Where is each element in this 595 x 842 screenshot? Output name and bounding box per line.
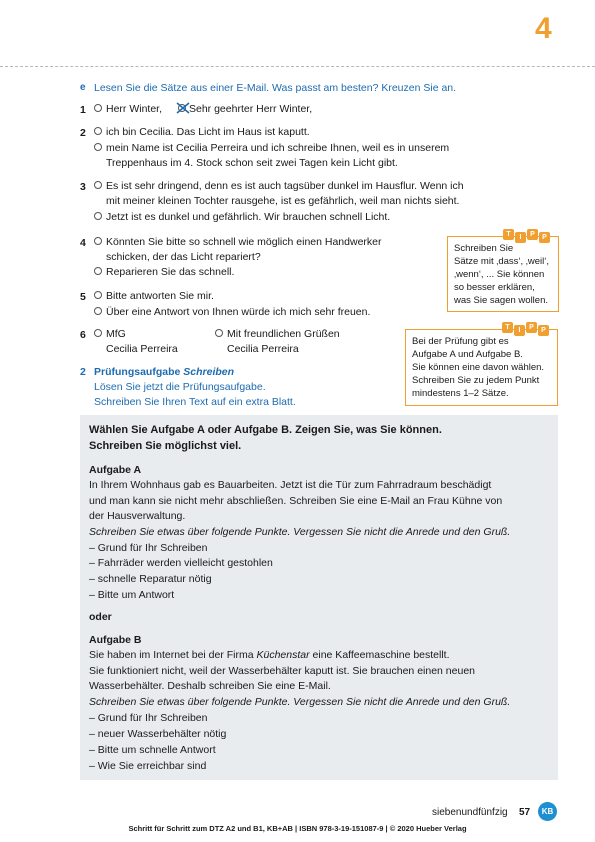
tip-badge: T I P P: [502, 322, 549, 336]
tip-line: Aufgabe A und Aufgabe B.: [412, 349, 523, 360]
option-6b-cont: Cecilia Perreira: [227, 343, 299, 355]
tip-line: Bei der Prüfung gibt es: [412, 336, 509, 347]
task-b-instruction: Schreiben Sie etwas über folgende Punkte. Vergessen Sie nicht die Anrede und den Gruß.: [89, 696, 511, 708]
footer-credit: Schritt für Schritt zum DTZ A2 und B1, KB+AB | ISBN 978-3-19-151087-9 | © 2020 Hueber Verlag: [128, 824, 467, 833]
option-2a[interactable]: ich bin Cecilia. Das Licht im Haus ist kaputt.: [94, 125, 310, 140]
option-5a[interactable]: Bitte antworten Sie mir.: [94, 289, 214, 304]
radio-empty-icon[interactable]: [94, 237, 102, 245]
task-instruction: Lesen Sie die Sätze aus einer E-Mail. Was passt am besten? Kreuzen Sie an.: [94, 82, 457, 94]
task-a-text: In Ihrem Wohnhaus gab es Bauarbeiten. Jetzt ist die Tür zum Fahrradraum beschädigt: [89, 479, 492, 491]
option-4a-cont: schicken, der das Licht repariert?: [106, 251, 261, 263]
task-a-instruction: Schreiben Sie etwas über folgende Punkte. Vergessen Sie nicht die Anrede und den Gruß.: [89, 526, 511, 538]
option-3a-cont: mit meiner kleinen Tochter rausgehe, ist es gefährlich, weil man nichts sieht.: [106, 195, 460, 207]
item-number: 2: [80, 127, 86, 139]
option-3a[interactable]: Es ist sehr dringend, denn es ist auch tagsüber dunkel im Hausflur. Wenn ich: [94, 179, 464, 194]
task-b-text: Sie haben im Internet bei der Firma Küchenstar eine Kaffeemaschine bestellt.: [89, 649, 450, 661]
exam-heading: Schreiben Sie möglichst viel.: [89, 440, 242, 452]
option-6a-cont: Cecilia Perreira: [106, 343, 178, 355]
option-4a[interactable]: Könnten Sie bitte so schnell wie möglich einen Handwerker: [94, 235, 382, 250]
option-6b[interactable]: Mit freundlichen Grüßen: [215, 327, 340, 342]
option-1b[interactable]: Sehr geehrter Herr Winter,: [176, 102, 312, 117]
task-a-point: – Bitte um Antwort: [89, 589, 175, 601]
page-number-word: siebenundfünfzig: [432, 807, 508, 818]
radio-empty-icon[interactable]: [94, 329, 102, 337]
or-label: oder: [89, 611, 112, 623]
section-instruction: Lösen Sie jetzt die Prüfungsaufgabe.: [94, 381, 266, 393]
option-3b[interactable]: Jetzt ist es dunkel und gefährlich. Wir brauchen schnell Licht.: [94, 210, 390, 225]
tip-line: was Sie sagen wollen.: [454, 295, 548, 306]
task-b-text: Wasserbehälter. Deshalb schreiben Sie eine E-Mail.: [89, 680, 331, 692]
section-number: 2: [80, 366, 86, 378]
item-number: 5: [80, 291, 86, 303]
radio-empty-icon[interactable]: [94, 143, 102, 151]
option-6a[interactable]: MfG: [94, 327, 126, 342]
tip-box-2: [405, 324, 558, 406]
task-b-point: – Grund für Ihr Schreiben: [89, 712, 208, 724]
radio-empty-icon[interactable]: [94, 307, 102, 315]
tip-line: so besser erklären,: [454, 282, 535, 293]
tip-line: Sätze mit ‚dass‘, ‚weil‘,: [454, 256, 550, 267]
radio-empty-icon[interactable]: [94, 181, 102, 189]
radio-empty-icon[interactable]: [215, 329, 223, 337]
option-4b[interactable]: Reparieren Sie das schnell.: [94, 265, 234, 280]
tip-box-1: [447, 231, 559, 312]
page-number: 57: [519, 807, 531, 818]
tip-line: Schreiben Sie zu jedem Punkt: [412, 375, 540, 386]
option-5b[interactable]: Über eine Antwort von Ihnen würde ich mich sehr freuen.: [94, 305, 370, 320]
task-a-point: – schnelle Reparatur nötig: [89, 573, 212, 585]
section-title: Prüfungsaufgabe Schreiben: [94, 366, 235, 378]
radio-empty-icon[interactable]: [94, 127, 102, 135]
task-a-point: – Grund für Ihr Schreiben: [89, 542, 208, 554]
option-1a[interactable]: Herr Winter,: [94, 102, 162, 117]
exam-heading: Wählen Sie Aufgabe A oder Aufgabe B. Zeigen Sie, was Sie können.: [89, 424, 442, 436]
tip-badge: T I P P: [503, 229, 550, 243]
task-a-point: – Fahrräder werden vielleicht gestohlen: [89, 557, 273, 569]
task-a-title: Aufgabe A: [89, 464, 142, 476]
item-number: 4: [80, 237, 86, 249]
radio-empty-icon[interactable]: [94, 212, 102, 220]
radio-empty-icon[interactable]: [94, 291, 102, 299]
item-number: 1: [80, 104, 86, 116]
task-b-text: Sie funktioniert nicht, weil der Wasserbehälter kaputt ist. Sie brauchen einen neuen: [89, 665, 475, 677]
tip-line: mindestens 1–2 Sätze.: [412, 388, 509, 399]
task-b-point: – Wie Sie erreichbar sind: [89, 760, 207, 772]
task-b-point: – neuer Wasserbehälter nötig: [89, 728, 227, 740]
tip-line: Schreiben Sie: [454, 243, 514, 254]
radio-empty-icon[interactable]: [94, 104, 102, 112]
radio-checked-icon[interactable]: [176, 103, 188, 113]
chapter-number: 4: [535, 12, 552, 45]
tip-line: Sie können eine davon wählen.: [412, 362, 545, 373]
item-number: 6: [80, 329, 86, 341]
item-number: 3: [80, 181, 86, 193]
tip-line: ‚wenn‘, ... Sie können: [454, 269, 545, 280]
option-2b[interactable]: mein Name ist Cecilia Perreira und ich schreibe Ihnen, weil es in unserem: [94, 141, 449, 156]
top-divider: [0, 66, 595, 67]
section-instruction: Schreiben Sie Ihren Text auf ein extra Blatt.: [94, 396, 296, 408]
option-2b-cont: Treppenhaus im 4. Stock schon seit zwei Tagen kein Licht gibt.: [106, 157, 398, 169]
task-letter: e: [80, 82, 86, 93]
task-a-text: der Hausverwaltung.: [89, 510, 186, 522]
task-a-text: und man kann sie nicht mehr abschließen. Schreiben Sie eine E-Mail an Frau Kühne von: [89, 495, 503, 507]
task-b-point: – Bitte um schnelle Antwort: [89, 744, 216, 756]
task-b-title: Aufgabe B: [89, 634, 142, 646]
radio-empty-icon[interactable]: [94, 267, 102, 275]
kb-badge: KB: [538, 802, 557, 821]
